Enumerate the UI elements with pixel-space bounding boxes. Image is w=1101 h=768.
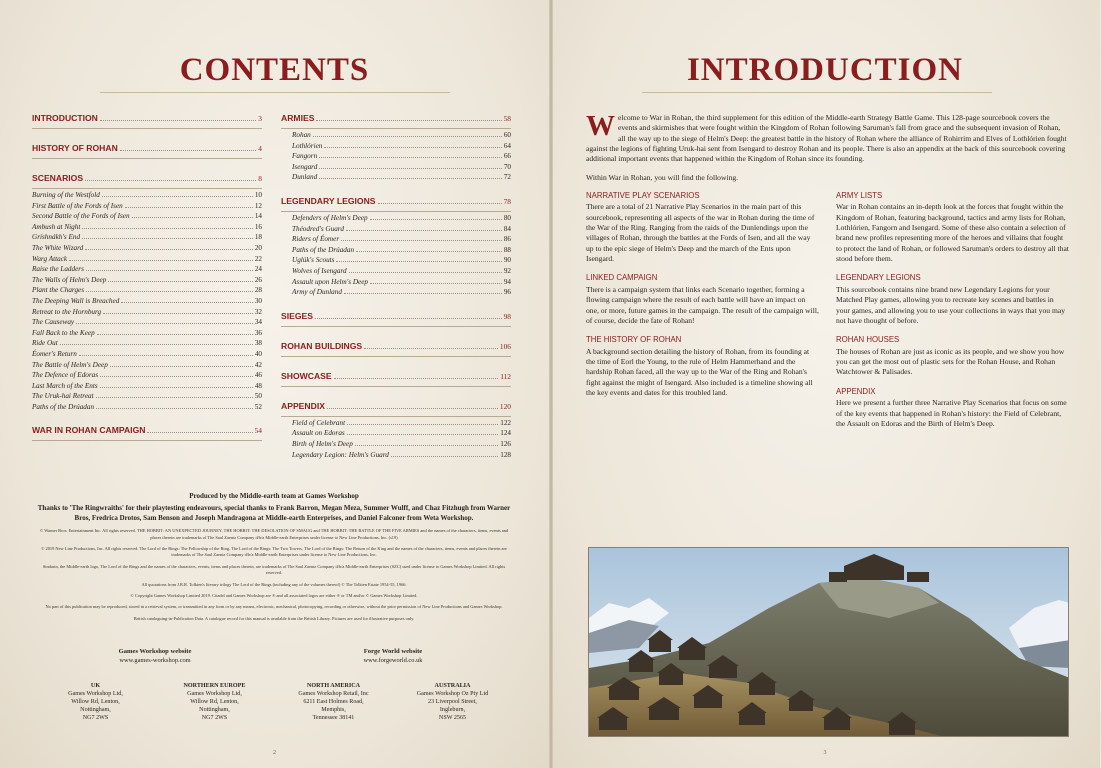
address-region: UK xyxy=(90,683,101,689)
legal-paragraph: All quotations from J.R.R. Tolkien's literary trilogy The Lord of the Rings (including any of the volumes thereof) © The Tolkien Estate 1954-55, 1966. xyxy=(141,581,407,587)
toc-entry[interactable] xyxy=(281,256,511,267)
within-line: Within War in Rohan, you will find the following. xyxy=(586,172,739,182)
legal-paragraph: © Warner Bros. Entertainment Inc. All rights reserved. THE HOBBIT: AN UNEXPECTED JOURNEY, THE HOBBIT: THE DESOLATION OF SMAUG and THE HOBBIT: THE BATTLE OF THE FIVE ARMIES and the names of the characters, items, events and places therein are trademarks of The Saul Zaentz Company d/b/a Middle-earth Enterprises under license to New Line Productions, Inc. (s19) xyxy=(39,528,509,540)
toc-label: Éomer's Return xyxy=(32,349,77,358)
toc-leader-dots xyxy=(108,281,252,282)
toc-entry[interactable] xyxy=(281,152,511,163)
feature-body: A background section detailing the history of Rohan, from its founding at the time of Eorl the Young, to the rule of Helm Hammerhand and the hardship Rohan faced, all the way up to the War of the Ring and Rohan's fight against the might of Isengard. Also included is a timeline showing all the key events and dates for this troubled land. xyxy=(586,346,813,398)
toc-entry[interactable] xyxy=(32,339,262,350)
toc-label: Gríshnákh's End xyxy=(32,233,81,242)
thanks-text: Thanks to 'The Ringwraiths' for their playtesting endeavours, special thanks to Frank Barron, Megan Meza, Summer Wulff, and Chaz Fitzhugh from Warner Bros, Fredrica Drotos, Sam Benson and Joseph Mandragona at Middle-earth Enterprises, and Daniel Falconer from Weta Workshop. xyxy=(37,504,511,522)
toc-label: Defenders of Helm's Deep xyxy=(292,213,368,222)
toc-label: WAR IN ROHAN CAMPAIGN xyxy=(32,425,146,436)
toc-label: Warg Attack xyxy=(32,254,68,263)
toc-entry[interactable] xyxy=(281,131,511,142)
toc-entry[interactable] xyxy=(281,142,511,153)
toc-leader-dots xyxy=(79,355,253,356)
introduction-title: INTRODUCTION xyxy=(686,52,964,88)
toc-entry[interactable] xyxy=(32,350,262,361)
address-line: Games Workshop Ltd, xyxy=(68,690,123,697)
address-line: Nottingham, xyxy=(199,706,230,713)
toc-leader-dots xyxy=(319,168,502,169)
toc-gap xyxy=(32,413,262,425)
toc-heading-rule xyxy=(32,128,262,129)
toc-leader-dots xyxy=(334,378,499,379)
toc-label: First Battle of the Fords of Isen xyxy=(32,201,123,210)
toc-page-number: 122 xyxy=(500,418,511,427)
toc-entry[interactable] xyxy=(281,214,511,225)
intro-paragraph xyxy=(586,110,1069,165)
toc-leader-dots xyxy=(97,334,253,335)
toc-gap xyxy=(32,131,262,143)
toc-leader-dots xyxy=(341,240,502,241)
toc-leader-dots xyxy=(147,432,252,433)
toc-label: LEGENDARY LEGIONS xyxy=(281,195,376,206)
toc-entry[interactable] xyxy=(281,225,511,236)
toc-entry[interactable] xyxy=(281,451,511,462)
toc-label: SIEGES xyxy=(281,310,313,321)
toc-label: Fangorn xyxy=(292,152,318,161)
title-divider xyxy=(642,92,992,93)
toc-leader-dots xyxy=(76,323,253,324)
toc-leader-dots xyxy=(336,261,501,262)
contents-page xyxy=(0,0,550,768)
toc-page-number: 80 xyxy=(503,213,511,222)
toc-section-heading[interactable] xyxy=(281,401,511,414)
feature-heading: NARRATIVE PLAY SCENARIOS xyxy=(586,190,700,200)
toc-page-number: 18 xyxy=(254,233,262,242)
toc-label: The Battle of Helm's Deep xyxy=(32,360,108,369)
intro-text: elcome to War in Rohan, the third supplement for this edition of the Middle-earth Strategy Battle Game. This 128-page sourcebook covers the events and skirmishes that were fought within the Kingdom of Rohan following Saruman's fall from grace and the subsequent invasion of Rohan, all the way up to the siege of Helm's Deep: the greatest battle in the history of Rohan where the alliance of Rohirrim and Elves of Lothlórien fought against the legions of fighting Uruk-hai sent from Isengard to destroy Rohan and its people. There is also an appendix at the back of this sourcebook covering additional important events that happened within the Kingdom of Rohan since its founding. xyxy=(586,113,1067,164)
toc-label: Riders of Éomer xyxy=(292,235,340,244)
toc-leader-dots xyxy=(69,260,253,261)
feature-heading: LEGENDARY LEGIONS xyxy=(836,273,921,283)
toc-leader-dots xyxy=(100,120,256,121)
toc-leader-dots xyxy=(82,238,253,239)
toc-page-number: 106 xyxy=(499,341,511,351)
toc-label: Birth of Helm's Deep xyxy=(292,439,353,448)
toc-entry[interactable] xyxy=(32,297,262,308)
feature-body: There are a total of 21 Narrative Play Scenarios in the main part of this sourcebook, representing all aspects of the war in Rohan during the time of the War of the Ring. Ranging from the raids of the Dunlendings upon the villages of Rohan, through the battles at the Fords of Isen, and all the way up to the epic siege of Helm's Deep and the march of the Ents upon Isengard. xyxy=(586,202,815,264)
toc-page-number: 72 xyxy=(503,173,511,182)
toc-entry[interactable] xyxy=(281,173,511,184)
toc-leader-dots xyxy=(125,207,253,208)
toc-page-number: 48 xyxy=(254,381,262,390)
toc-label: SCENARIOS xyxy=(32,173,84,183)
toc-heading-rule xyxy=(281,386,511,387)
toc-leader-dots xyxy=(324,147,501,148)
toc-label: Assault on Edoras xyxy=(292,429,345,438)
toc-section-heading[interactable] xyxy=(32,113,262,126)
toc-entry[interactable] xyxy=(281,163,511,174)
toc-page-number: 14 xyxy=(254,212,262,221)
toc-page-number: 126 xyxy=(500,439,511,448)
feature-column-2 xyxy=(836,191,1069,438)
address-line: Games Workshop Ltd, xyxy=(187,690,242,697)
toc-label: Fall Back to the Keep xyxy=(32,328,95,337)
address-line: Memphis, xyxy=(321,706,346,713)
toc-leader-dots xyxy=(378,203,502,204)
toc-leader-dots xyxy=(370,219,502,220)
addresses xyxy=(36,683,512,723)
toc-page-number: 52 xyxy=(254,402,262,411)
toc-page-number: 20 xyxy=(254,243,262,252)
toc-label: The White Wizard xyxy=(32,243,84,252)
toc-leader-dots xyxy=(96,408,253,409)
toc-entry[interactable] xyxy=(32,286,262,297)
toc-leader-dots xyxy=(313,136,502,137)
website-fw[interactable] xyxy=(274,648,512,666)
toc-entry[interactable] xyxy=(32,403,262,414)
toc-leader-dots xyxy=(102,196,253,197)
toc-label: Dunland xyxy=(292,173,318,182)
toc-page-number: 8 xyxy=(258,174,262,183)
legal-paragraph: © 2019 New Line Productions, Inc. All rights reserved. The Lord of the Rings: The Fellowship of the Ring, The Lord of the Rings: The Two Towers, The Lord of the Rings: The Return of the King and the names of the characters, items, events and places therein are trademarks of The Saul Zaentz Company d/b/a Middle-earth Enterprises under license to New Line Productions, Inc. xyxy=(41,546,507,558)
toc-leader-dots xyxy=(82,228,252,229)
address-line: Games Workshop Oz Pty Ltd xyxy=(416,690,489,697)
toc-label: INTRODUCTION xyxy=(32,113,98,123)
toc-page-number: 3 xyxy=(258,114,262,123)
address-block xyxy=(274,683,393,723)
toc-label: SHOWCASE xyxy=(281,370,332,381)
toc-page-number: 84 xyxy=(503,224,511,233)
toc-label: Legendary Legion: Helm's Guard xyxy=(292,450,389,459)
contents-title: CONTENTS xyxy=(179,52,370,88)
toc-section-heading[interactable] xyxy=(281,311,511,324)
toc-page-number: 58 xyxy=(503,114,511,123)
legal-paragraph: © Copyright Games Workshop Limited 2019. Citadel and Games Workshop are ® and all associated logos are either ® or TM and/or © Games Workshop Limited. xyxy=(130,592,418,598)
toc-label: Wolves of Isengard xyxy=(292,266,347,275)
toc-entry[interactable] xyxy=(32,244,262,255)
toc-entry[interactable] xyxy=(32,276,262,287)
toc-label: Théodred's Guard xyxy=(292,224,344,233)
toc-page-number: 50 xyxy=(254,392,262,401)
toc-label: Paths of the Drúadan xyxy=(292,245,355,254)
feature-body: There is a campaign system that links each Scenario together, forming a flowing campaign where the result of each battle will have an impact on one, or more, future games in the campaign. The result of the campaign will, of course, decide the fate of Rohan! xyxy=(586,284,819,325)
toc-entry[interactable] xyxy=(32,308,262,319)
toc-page-number: 24 xyxy=(254,265,262,274)
toc-label: Plant the Charges xyxy=(32,286,85,295)
feature-heading: LINKED CAMPAIGN xyxy=(586,273,658,283)
toc-page-number: 54 xyxy=(254,426,262,436)
toc-label: ARMIES xyxy=(281,113,315,123)
toc-heading-rule xyxy=(281,326,511,327)
toc-page-number: 128 xyxy=(500,450,511,459)
toc-leader-dots xyxy=(391,456,498,457)
address-line: Willow Rd, Lenton, xyxy=(71,698,120,705)
toc-page-number: 16 xyxy=(254,222,262,231)
feature-heading: ARMY LISTS xyxy=(836,190,883,200)
toc-gap xyxy=(32,161,262,173)
toc-leader-dots xyxy=(364,348,498,349)
toc-entry[interactable] xyxy=(32,392,262,403)
toc-leader-dots xyxy=(316,120,501,121)
toc-page-number: 36 xyxy=(254,328,262,337)
toc-label: The Walls of Helm's Deep xyxy=(32,275,107,284)
toc-label: The Uruk-hai Retreat xyxy=(32,392,94,401)
toc-page-number: 112 xyxy=(500,371,511,381)
toc-label: Second Battle of the Fords of Isen xyxy=(32,212,130,221)
toc-label: The Causeway xyxy=(32,318,75,327)
toc-label: Retreat to the Hornburg xyxy=(32,307,102,316)
edoras-photo xyxy=(588,547,1069,737)
toc-column-2 xyxy=(281,113,511,461)
toc-page-number: 10 xyxy=(254,191,262,199)
toc-label: Raise the Ladders xyxy=(32,265,84,274)
toc-page-number: 92 xyxy=(503,266,511,275)
toc-page-number: 70 xyxy=(503,162,511,171)
toc-entry[interactable] xyxy=(281,246,511,257)
introduction-page xyxy=(550,0,1100,768)
toc-section-heading[interactable] xyxy=(281,196,511,209)
feature-columns xyxy=(586,191,1069,438)
toc-page-number: 78 xyxy=(503,196,511,206)
website-url: www.forgeworld.co.uk xyxy=(363,656,423,664)
introduction-body xyxy=(586,110,1069,438)
toc-leader-dots xyxy=(370,283,502,284)
toc-label: Isengard xyxy=(292,162,318,171)
address-block xyxy=(155,683,274,723)
edoras-landscape-image xyxy=(589,548,1069,737)
toc-leader-dots xyxy=(86,270,253,271)
toc-entry[interactable] xyxy=(281,440,511,451)
toc-label: Uglúk's Scouts xyxy=(292,256,335,265)
page-number-right: 3 xyxy=(823,750,827,756)
address-line: Games Workshop Retail, Inc xyxy=(298,690,369,697)
drop-cap: W xyxy=(586,110,615,142)
toc-leader-dots xyxy=(132,217,253,218)
website-label: Games Workshop website xyxy=(118,648,192,655)
feature-body: This sourcebook contains nine brand new Legendary Legions for your Matched Play games, allowing you to recreate key scenes and battles in your games, and allowing you to use your collections in ways that you may not have thought of before. xyxy=(836,284,1066,325)
address-line: NG7 2WS xyxy=(82,714,109,721)
toc-leader-dots xyxy=(110,366,253,367)
feature-body: The houses of Rohan are just as iconic as its people, and we show you how you can get the most out of plastic sets for the Rohan House, and Rohan Watchtower & Palisades. xyxy=(836,346,1065,377)
toc-entry[interactable] xyxy=(32,233,262,244)
toc-page-number: 120 xyxy=(499,401,511,411)
toc-leader-dots xyxy=(120,150,257,151)
toc-leader-dots xyxy=(319,157,502,158)
toc-page-number: 124 xyxy=(500,429,511,438)
toc-page-number: 12 xyxy=(254,201,262,210)
toc-page-number: 66 xyxy=(503,152,511,161)
toc-label: Army of Dunland xyxy=(292,288,342,297)
toc-leader-dots xyxy=(121,302,253,303)
toc-entry[interactable] xyxy=(32,223,262,234)
toc-label: Ride Out xyxy=(32,339,58,348)
toc-entry[interactable] xyxy=(32,212,262,223)
toc-page-number: 40 xyxy=(254,349,262,358)
toc-label: Paths of the Drúadan xyxy=(32,402,95,411)
website-gw[interactable] xyxy=(36,648,274,666)
address-region: NORTH AMERICA xyxy=(306,683,361,689)
toc-gap xyxy=(281,184,511,196)
toc-section-heading[interactable] xyxy=(281,341,511,354)
toc-leader-dots xyxy=(356,251,502,252)
toc-section-heading[interactable] xyxy=(281,371,511,384)
address-region: NORTHERN EUROPE xyxy=(183,683,246,689)
toc-section-heading[interactable] xyxy=(32,143,262,156)
toc-page-number: 86 xyxy=(503,235,511,244)
toc-heading-rule xyxy=(281,211,511,212)
toc-gap xyxy=(281,359,511,371)
website-url: www.games-workshop.com xyxy=(119,656,191,664)
toc-page-number: 60 xyxy=(503,131,511,139)
legal-paragraph: British cataloguing-in-Publication Data. A catalogue record for this manual is available from the British Library. Pictures are used for illustrative purposes only. xyxy=(133,615,415,621)
toc-page-number: 22 xyxy=(254,254,262,263)
toc-page-number: 38 xyxy=(254,339,262,348)
toc-leader-dots xyxy=(86,291,253,292)
toc-leader-dots xyxy=(346,230,502,231)
toc-label: Field of Celebrant xyxy=(292,418,346,427)
toc-column-1 xyxy=(32,113,262,443)
book-gutter xyxy=(549,0,553,768)
address-line: Willow Rd, Lenton, xyxy=(190,698,239,705)
toc-page-number: 34 xyxy=(254,318,262,327)
toc-label: Rohan xyxy=(292,131,311,139)
toc-leader-dots xyxy=(96,397,253,398)
toc-label: ROHAN BUILDINGS xyxy=(281,340,363,351)
toc-entry[interactable] xyxy=(32,382,262,393)
address-line: 6211 East Holmes Road, xyxy=(303,698,364,705)
feature-body: Here we present a further three Narrative Play Scenarios that focus on some of the key events that happened in Rohan's history: the Field of Celebrant, the Assault on Edoras and the Birth of Helm's Deep. xyxy=(836,398,1067,428)
address-region: AUSTRALIA xyxy=(434,683,471,689)
toc-label: Ambush at Night xyxy=(32,222,81,231)
legal-paragraph: No part of this publication may be reproduced, stored in a retrieval system, or transmitted in any form or by any means, electronic, mechanical, photocopying, recording or otherwise, without the prior permission of New Line Productions and Games Workshop. xyxy=(45,604,503,610)
toc-entry[interactable] xyxy=(32,202,262,213)
toc-page-number: 64 xyxy=(503,141,511,150)
legal-paragraph: Sindarin, the Middle-earth logo, The Lord of the Rings and the names of the characters, events, items and places therein, are trademarks of The Saul Zaentz Company d/b/a Middle-earth Enterprises (SZC) used under license to Games Workshop Limited. All rights reserved. xyxy=(42,563,506,576)
address-line: Nottingham, xyxy=(80,706,111,713)
toc-page-number: 46 xyxy=(254,371,262,380)
toc-page-number: 30 xyxy=(254,296,262,305)
toc-page-number: 32 xyxy=(254,307,262,316)
toc-entry[interactable] xyxy=(281,278,511,289)
toc-leader-dots xyxy=(327,408,498,409)
toc-page-number: 88 xyxy=(503,245,511,254)
feature-heading: THE HISTORY OF ROHAN xyxy=(586,335,682,345)
credits-block xyxy=(36,492,512,622)
toc-heading-rule xyxy=(281,416,511,417)
toc-entry[interactable] xyxy=(32,361,262,372)
toc-leader-dots xyxy=(103,313,253,314)
produced-by: Produced by the Middle-earth team at Games Workshop xyxy=(189,492,359,500)
toc-page-number: 26 xyxy=(254,275,262,284)
toc-leader-dots xyxy=(100,387,253,388)
toc-gap xyxy=(281,329,511,341)
toc-entry[interactable] xyxy=(32,329,262,340)
address-line: 23 Liverpool Street, xyxy=(428,698,477,705)
feature-body: War in Rohan contains an in-depth look at the forces that fought within the Kingdom of Rohan, featuring background, tactics and army lists for Rohan, Lothlórien, Fangorn and Isengard. Some of these also contain a selection of brand new profiles representing more of the heroes and villains that fought to protect the land of Rohan, or followed Saruman's orders to destroy all that stood before them. xyxy=(836,202,1069,264)
page-number-left: 2 xyxy=(273,750,276,756)
address-line: NSW 2565 xyxy=(438,714,467,721)
feature-heading: ROHAN HOUSES xyxy=(836,335,900,345)
address-block xyxy=(36,683,155,723)
toc-page-number: 94 xyxy=(503,277,511,286)
toc-entry[interactable] xyxy=(281,429,511,440)
website-label: Forge World website xyxy=(363,648,423,655)
toc-label: The Deeping Wall is Breached xyxy=(32,296,120,305)
toc-entry[interactable] xyxy=(281,288,511,299)
toc-leader-dots xyxy=(85,249,253,250)
address-block xyxy=(393,683,512,723)
toc-label: HISTORY OF ROHAN xyxy=(32,143,118,153)
feature-column-1 xyxy=(586,191,819,438)
toc-page-number: 28 xyxy=(254,286,262,295)
title-divider xyxy=(100,92,450,93)
toc-heading-rule xyxy=(281,128,511,129)
toc-leader-dots xyxy=(60,344,253,345)
toc-section-heading[interactable] xyxy=(32,173,262,186)
toc-gap xyxy=(281,299,511,311)
toc-leader-dots xyxy=(85,180,256,181)
toc-label: Lothlórien xyxy=(292,141,323,150)
toc-entry[interactable] xyxy=(281,235,511,246)
toc-heading-rule xyxy=(281,356,511,357)
toc-page-number: 90 xyxy=(503,256,511,265)
toc-label: Assault upon Helm's Deep xyxy=(292,277,368,286)
toc-heading-rule xyxy=(32,440,262,441)
websites xyxy=(36,648,512,666)
feature-heading: APPENDIX xyxy=(836,386,876,396)
toc-gap xyxy=(281,389,511,401)
toc-leader-dots xyxy=(355,445,498,446)
address-line: Tennessee 38141 xyxy=(312,714,355,721)
toc-page-number: 98 xyxy=(503,311,511,321)
toc-leader-dots xyxy=(100,376,253,377)
toc-entry[interactable] xyxy=(32,318,262,329)
toc-entry[interactable] xyxy=(32,371,262,382)
toc-label: Burning of the Westfold xyxy=(32,191,100,199)
toc-entry[interactable] xyxy=(281,419,511,430)
toc-heading-rule xyxy=(32,188,262,189)
toc-entry[interactable] xyxy=(32,191,262,202)
toc-entry[interactable] xyxy=(281,267,511,278)
toc-label: Last March of the Ents xyxy=(32,381,98,390)
toc-section-heading[interactable] xyxy=(281,113,511,126)
toc-leader-dots xyxy=(347,434,499,435)
legal-text xyxy=(36,528,512,622)
toc-entry[interactable] xyxy=(32,265,262,276)
toc-leader-dots xyxy=(319,178,502,179)
toc-page-number: 42 xyxy=(254,360,262,369)
toc-label: The Defence of Edoras xyxy=(32,371,99,380)
toc-page-number: 96 xyxy=(503,288,511,297)
toc-leader-dots xyxy=(315,318,502,319)
toc-leader-dots xyxy=(347,424,498,425)
toc-label: APPENDIX xyxy=(281,400,325,411)
toc-leader-dots xyxy=(344,293,502,294)
toc-leader-dots xyxy=(349,272,502,273)
toc-entry[interactable] xyxy=(32,255,262,266)
address-line: NG7 2WS xyxy=(201,714,228,721)
toc-heading-rule xyxy=(32,158,262,159)
toc-page-number: 4 xyxy=(258,144,262,153)
toc-section-heading[interactable] xyxy=(32,425,262,438)
address-line: Ingleburn, xyxy=(439,706,466,713)
